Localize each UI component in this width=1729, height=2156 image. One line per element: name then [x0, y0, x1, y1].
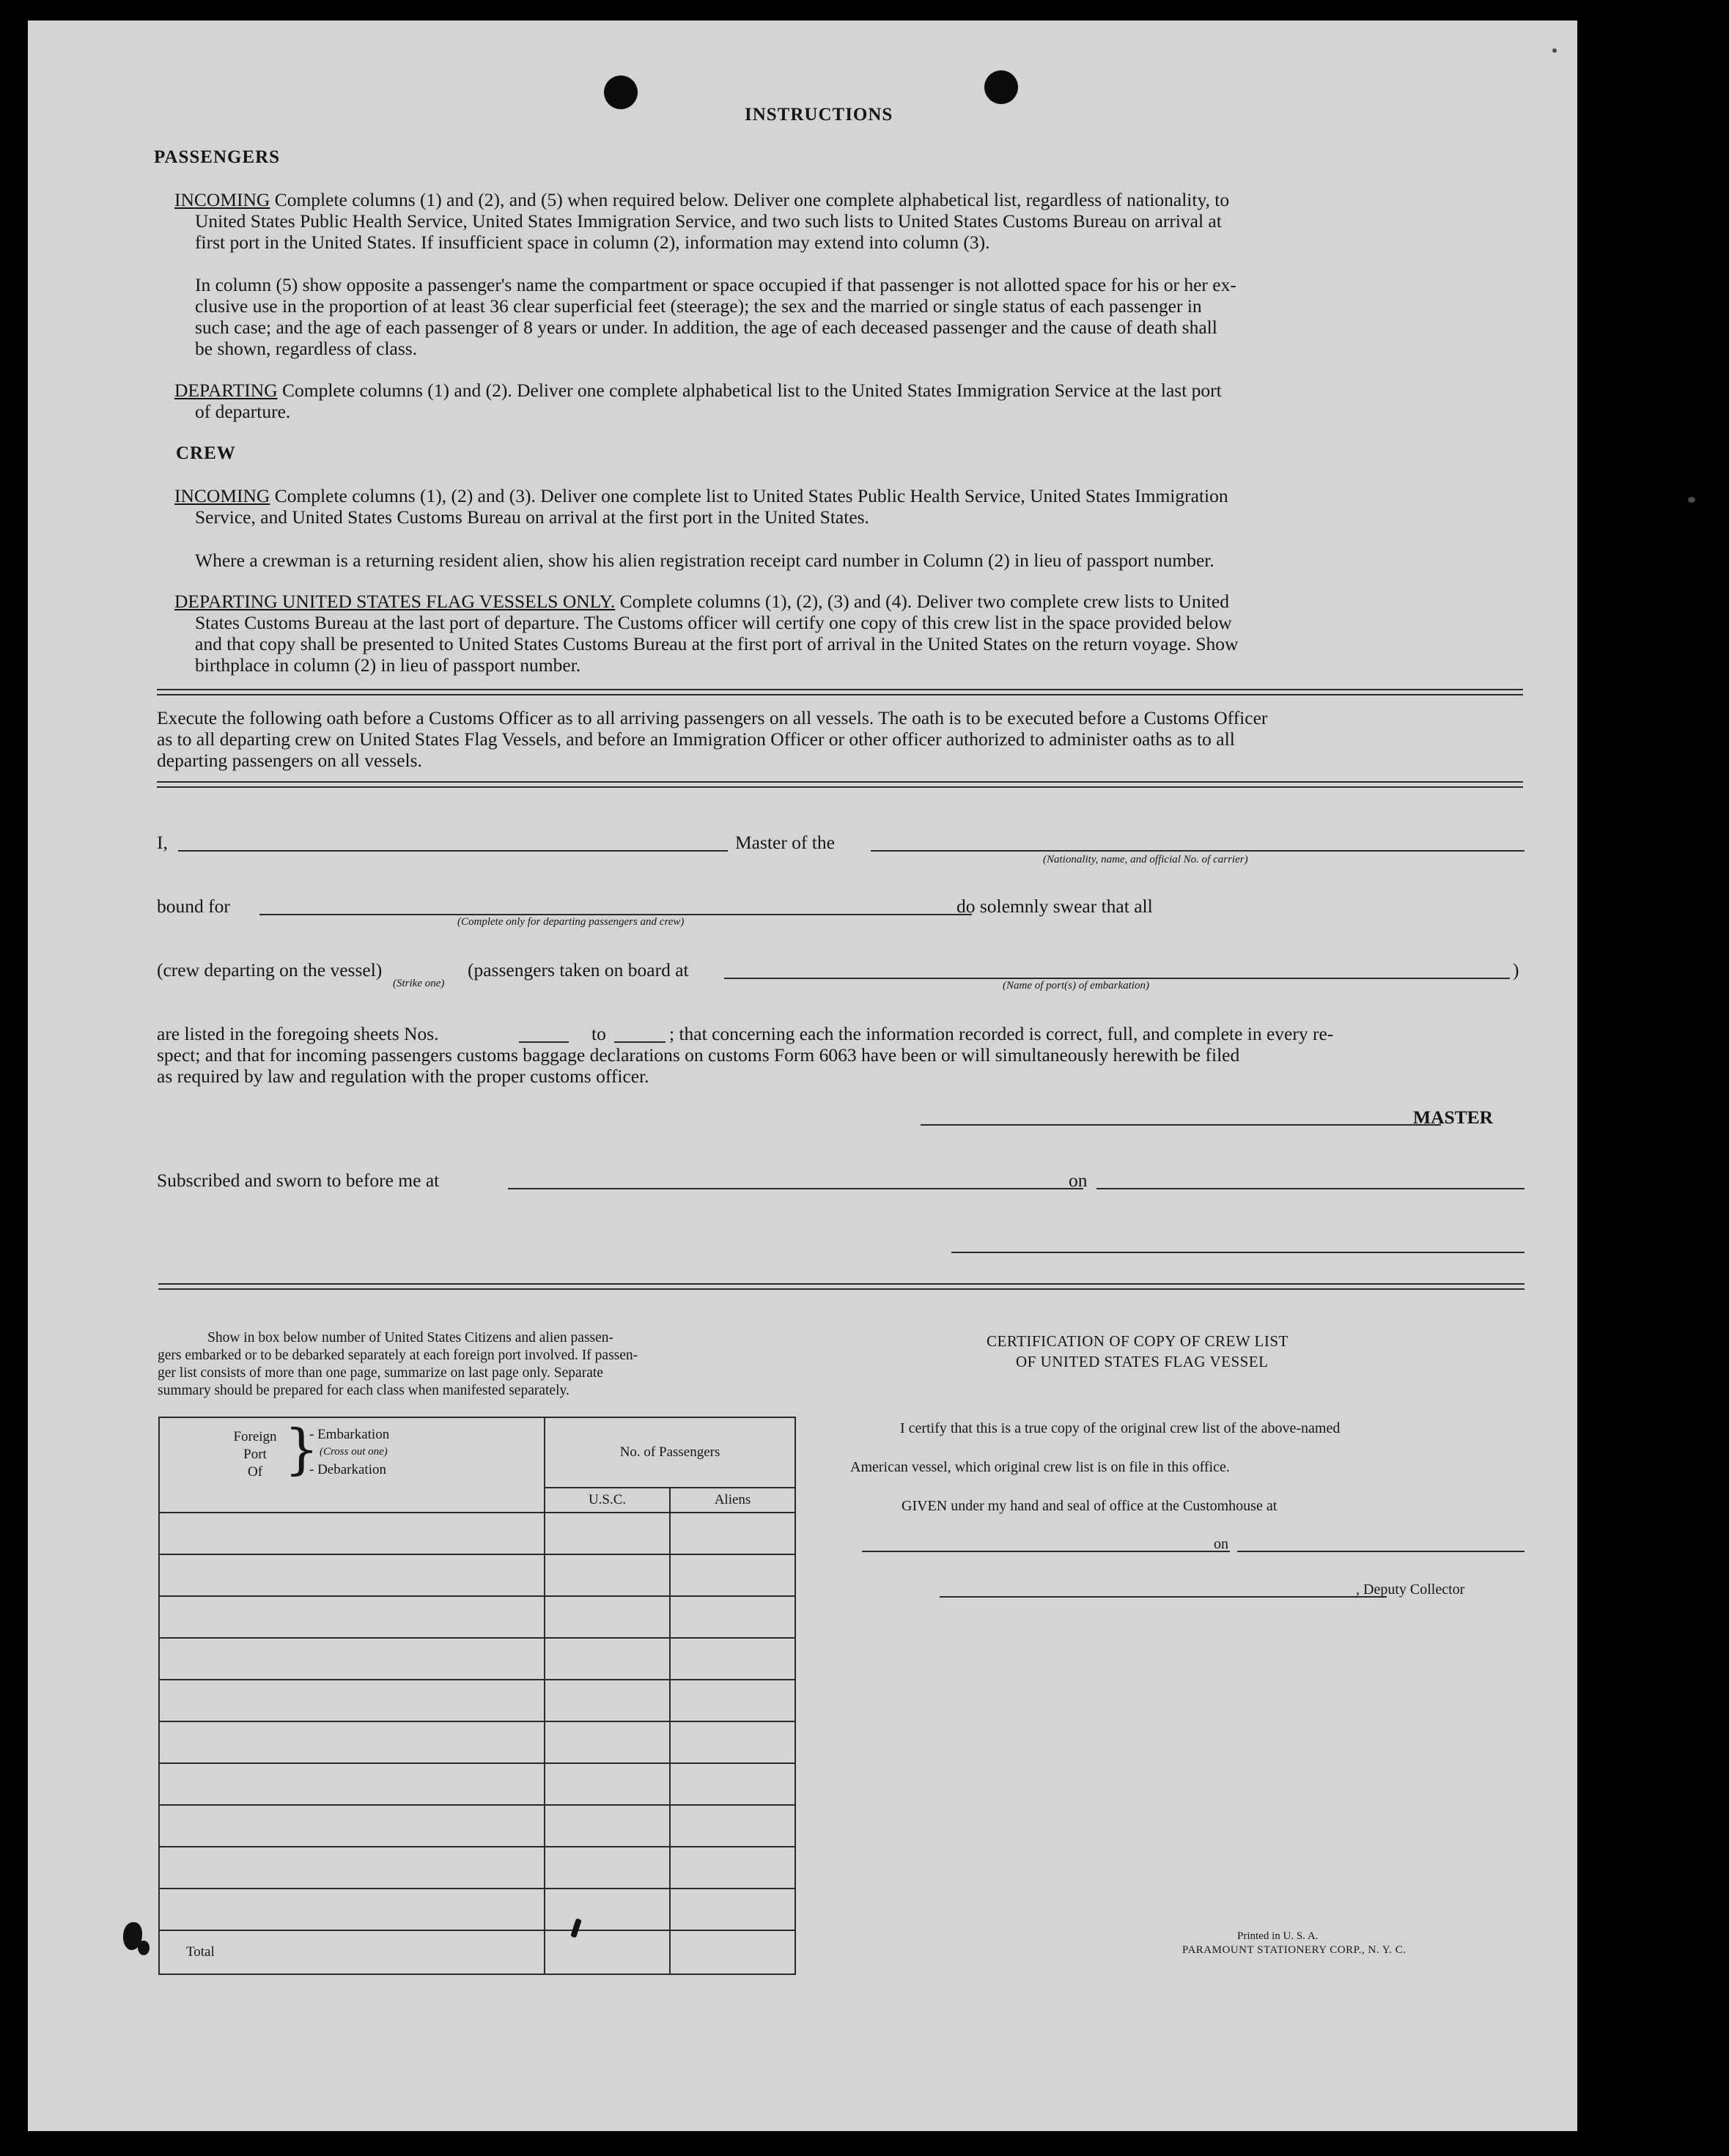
master-of-the-label: Master of the [735, 832, 835, 853]
column5-paragraph [195, 274, 1501, 359]
usc-cell[interactable] [545, 1638, 670, 1680]
master-signature-field[interactable] [921, 1124, 1441, 1126]
port-cell[interactable] [159, 1680, 545, 1721]
total-label: Total [159, 1930, 545, 1974]
passengers-incoming-line: United States Public Health Service, United States Immigration Service, and two such lists to United States Customs Bureau on arrival at [195, 210, 1222, 232]
punch-hole-left [604, 75, 638, 109]
nationality-caption: (Nationality, name, and official No. of carrier) [1043, 854, 1248, 865]
column5-line: In column (5) show opposite a passenger's name the compartment or space occupied if that passenger is not allotted space for his or her ex- [195, 274, 1236, 295]
certification-date-field[interactable] [1237, 1551, 1525, 1552]
usc-cell[interactable] [545, 1680, 670, 1721]
embarkation-option[interactable]: - Embarkation [309, 1427, 390, 1442]
usc-cell[interactable] [545, 1596, 670, 1638]
aliens-cell[interactable] [670, 1638, 795, 1680]
ports-caption: (Name of port(s) of embarkation) [1003, 980, 1149, 992]
customhouse-field[interactable] [862, 1551, 1230, 1552]
usc-cell[interactable] [545, 1847, 670, 1889]
oath-instructions-line: Execute the following oath before a Customs Officer as to all arriving passengers on all vessels. The oath is to be executed before a Customs Officer [157, 707, 1268, 728]
scan-speck [1688, 497, 1695, 503]
deputy-collector-label: , Deputy Collector [1356, 1581, 1465, 1598]
oath-i-label: I, [157, 832, 168, 853]
port-cell[interactable] [159, 1805, 545, 1847]
passengers-incoming-label: INCOMING [174, 189, 270, 210]
column5-line: clusive use in the proportion of at least 36 clear superficial feet (steerage); the sex and the married or single status of each passenger in [195, 295, 1202, 317]
passengers-taken-option[interactable]: (passengers taken on board at [468, 959, 689, 981]
crew-departing-line: and that copy shall be presented to United States Customs Bureau at the first port of arrival in the United States on the return voyage. Show [195, 633, 1239, 654]
sworn-on-label: on [1069, 1170, 1088, 1191]
aliens-cell[interactable] [670, 1889, 795, 1930]
oath-instructions-line: as to all departing crew on United States Flag Vessels, and before an Immigration Officer or other officer authorized to administer oaths as to all [157, 728, 1235, 750]
usc-header: U.S.C. [545, 1488, 670, 1513]
aliens-cell[interactable] [670, 1721, 795, 1763]
certification-title: CERTIFICATION OF COPY OF CREW LIST [987, 1332, 1289, 1350]
passengers-heading: PASSENGERS [154, 147, 281, 167]
port-label: Port [243, 1447, 267, 1462]
aliens-cell[interactable] [670, 1847, 795, 1889]
oath-instructions-line: departing passengers on all vessels. [157, 750, 422, 771]
passengers-incoming-paragraph [174, 189, 1501, 253]
master-name-field[interactable] [178, 850, 728, 852]
aliens-cell[interactable] [670, 1596, 795, 1638]
aliens-cell[interactable] [670, 1680, 795, 1721]
summary-instructions-line: gers embarked or to be debarked separately at each foreign port involved. If passen- [158, 1348, 638, 1363]
passengers-departing-line: Complete columns (1) and (2). Deliver one complete alphabetical list to the United States Immigration Service at the last port [277, 380, 1222, 401]
crew-incoming-line: Complete columns (1), (2) and (3). Deliver one complete list to United States Public Health Service, United States Immigration [270, 485, 1228, 506]
port-cell[interactable] [159, 1513, 545, 1554]
crew-departing-option[interactable]: (crew departing on the vessel) [157, 959, 383, 981]
usc-total-cell[interactable] [545, 1930, 670, 1974]
section-divider [157, 689, 1523, 695]
port-cell[interactable] [159, 1889, 545, 1930]
crew-departing-paragraph [174, 591, 1501, 676]
bound-for-field[interactable] [259, 914, 972, 915]
port-cell[interactable] [159, 1596, 545, 1638]
usc-cell[interactable] [545, 1721, 670, 1763]
cross-out-caption: (Cross out one) [320, 1446, 388, 1458]
crew-incoming-line: Service, and United States Customs Bureau on arrival at the first port in the United States. [195, 506, 869, 528]
crew-departing-line: States Customs Bureau at the last port of departure. The Customs officer will certify one copy of this crew list in the space provided below [195, 612, 1232, 633]
port-cell[interactable] [159, 1847, 545, 1889]
no-of-passengers-header: No. of Passengers [545, 1417, 795, 1488]
sheet-from-field[interactable] [519, 1041, 569, 1043]
deputy-collector-signature-field[interactable] [940, 1596, 1387, 1598]
punch-hole-right [984, 70, 1018, 104]
crew-departing-line: birthplace in column (2) in lieu of passport number. [195, 654, 581, 676]
crew-departing-label: DEPARTING UNITED STATES FLAG VESSELS ONLY. [174, 591, 616, 612]
aliens-cell[interactable] [670, 1805, 795, 1847]
sworn-date-field[interactable] [1096, 1188, 1525, 1189]
printer-name: PARAMOUNT STATIONERY CORP., N. Y. C. [1182, 1944, 1407, 1956]
summary-instructions [158, 1329, 833, 1400]
usc-cell[interactable] [545, 1554, 670, 1596]
ink-blot [138, 1941, 150, 1955]
embarkation-ports-field[interactable] [724, 978, 1510, 979]
carrier-field[interactable] [871, 850, 1525, 852]
crew-incoming-paragraph [174, 485, 1501, 528]
aliens-cell[interactable] [670, 1513, 795, 1554]
passengers-incoming-line: first port in the United States. If insufficient space in column (2), information may extend into column (3). [195, 232, 990, 253]
concerning-text: ; that concerning each the information recorded is correct, full, and complete in every re- [669, 1023, 1334, 1044]
port-cell[interactable] [159, 1763, 545, 1805]
section-divider [158, 1283, 1525, 1290]
bound-for-label: bound for [157, 896, 230, 917]
officer-signature-field[interactable] [951, 1252, 1525, 1253]
summary-instructions-line: Show in box below number of United States Citizens and alien passen- [207, 1330, 614, 1345]
port-cell[interactable] [159, 1721, 545, 1763]
certification-on-label: on [1214, 1536, 1228, 1552]
passengers-departing-label: DEPARTING [174, 380, 278, 401]
scan-speck [1552, 48, 1557, 53]
port-cell[interactable] [159, 1638, 545, 1680]
to-label: to [591, 1023, 606, 1044]
oath-instructions-paragraph [157, 707, 1525, 771]
master-label: MASTER [1413, 1107, 1494, 1128]
american-vessel-text: American vessel, which original crew list is on file in this office. [850, 1459, 1230, 1475]
column5-line: be shown, regardless of class. [195, 338, 418, 359]
aliens-cell[interactable] [670, 1763, 795, 1805]
passenger-summary-table [158, 1417, 796, 1975]
close-paren: ) [1513, 959, 1519, 981]
subscribed-label: Subscribed and sworn to before me at [157, 1170, 440, 1191]
crew-incoming-label: INCOMING [174, 485, 270, 506]
passengers-departing-paragraph [174, 380, 1501, 422]
debarkation-option[interactable]: - Debarkation [309, 1462, 386, 1477]
usc-cell[interactable] [545, 1513, 670, 1554]
strike-one-caption: (Strike one) [393, 978, 445, 989]
aliens-cell[interactable] [670, 1554, 795, 1596]
oath-line-2: spect; and that for incoming passengers customs baggage declarations on customs Form 6063 have been or will simultaneously herewith be filed [157, 1044, 1240, 1066]
certification-subtitle: OF UNITED STATES FLAG VESSEL [1016, 1353, 1269, 1370]
port-cell[interactable] [159, 1554, 545, 1596]
usc-cell[interactable] [545, 1763, 670, 1805]
section-divider [157, 781, 1523, 788]
page-title: INSTRUCTIONS [745, 105, 893, 125]
usc-cell[interactable] [545, 1889, 670, 1930]
resident-alien-note: Where a crewman is a returning resident alien, show his alien registration receipt card number in Column (2) in lieu of passport number. [195, 550, 1214, 571]
sheet-to-field[interactable] [614, 1041, 666, 1043]
certify-text: I certify that this is a true copy of the original crew list of the above-named [900, 1420, 1341, 1436]
listed-in-label: are listed in the foregoing sheets Nos. [157, 1023, 439, 1044]
passengers-incoming-line: Complete columns (1) and (2), and (5) when required below. Deliver one complete alphabetical list, regardless of nationality, to [270, 189, 1230, 210]
summary-instructions-line: summary should be prepared for each class when manifested separately. [158, 1383, 569, 1398]
oath-line-3: as required by law and regulation with the proper customs officer. [157, 1066, 649, 1087]
column5-line: such case; and the age of each passenger of 8 years or under. In addition, the age of each deceased passenger and the cause of death shall [195, 317, 1217, 338]
foreign-label: Foreign [233, 1429, 277, 1444]
brace-icon: } [284, 1418, 320, 1481]
printed-in-usa: Printed in U. S. A. [1237, 1930, 1319, 1942]
aliens-total-cell[interactable] [670, 1930, 795, 1974]
crew-departing-line: Complete columns (1), (2), (3) and (4). Deliver two complete crew lists to United [615, 591, 1229, 612]
aliens-header: Aliens [670, 1488, 795, 1513]
usc-cell[interactable] [545, 1805, 670, 1847]
solemnly-swear-text: do solemnly swear that all [956, 896, 1153, 917]
foreign-port-header [159, 1417, 545, 1513]
summary-instructions-line: ger list consists of more than one page, summarize on last page only. Separate [158, 1365, 603, 1381]
crew-heading: CREW [176, 443, 236, 463]
sworn-location-field[interactable] [508, 1188, 1083, 1189]
passengers-departing-line: of departure. [195, 401, 291, 422]
bound-for-caption: (Complete only for departing passengers and crew) [457, 916, 685, 928]
of-label: Of [247, 1464, 263, 1480]
given-text: GIVEN under my hand and seal of office at the Customhouse at [902, 1498, 1278, 1514]
form-sheet [28, 21, 1577, 2131]
